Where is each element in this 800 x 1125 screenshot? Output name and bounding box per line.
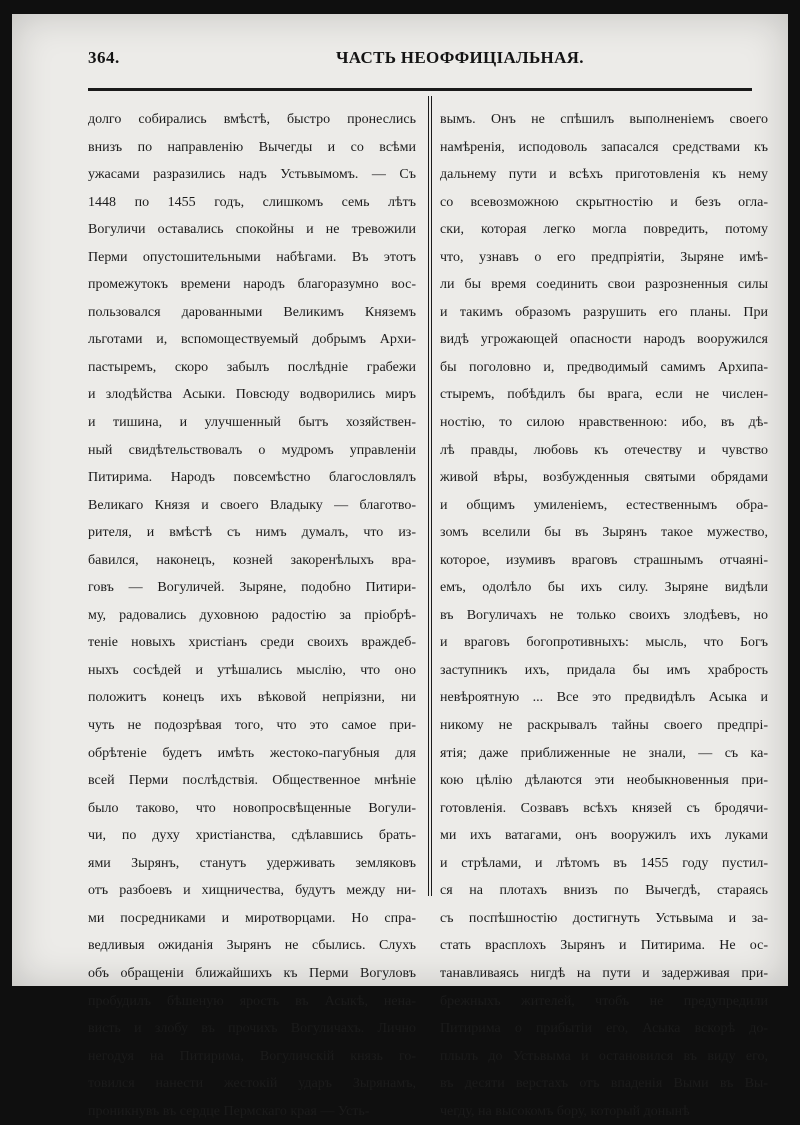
text-line: заступникъ ихъ, придала бы имъ храбрость [440,662,768,678]
text-line: долго собирались вмѣстѣ, быстро пронеслись [88,112,416,127]
text-line: Питирима. Народъ повсемѣстно благословлялъ [88,470,416,486]
text-line: и общимъ умиленіемъ, естественнымъ обра- [440,497,768,513]
text-line: проникнувъ въ сердце Пермскаго края — Усть- [88,1103,370,1119]
text-line: намѣренія, исподоволь запасался средствами къ [440,139,768,155]
text-line: Великаго Князя и своего Владыку — благотво- [88,497,416,513]
column-divider [428,96,429,896]
text-line: что, узнавъ о его предпріятіи, Зыряне имѣ- [440,249,768,265]
text-line: емъ, одолѣло бы ихъ силу. Зыряне видѣли [440,580,768,596]
text-line: обрѣтеніе будетъ имѣть жестоко-пагубныя для [88,745,416,761]
text-line: говъ — Вогуличей. Зыряне, подобно Питири- [88,580,416,596]
text-line: и стрѣлами, и лѣтомъ въ 1455 году пустил- [440,855,768,871]
text-line: ностію, то силою нравственною: ибо, въ дѣ- [440,415,768,431]
text-line: лѣ правды, любовь къ отечеству и чувство [440,442,768,458]
text-line: теніе новыхъ христіанъ среди своихъ враждеб- [88,635,416,651]
text-line: ли бы время соединить свои разрозненныя силы [440,277,768,293]
text-line: негодуя на Питирима, Вогуличскій князь го- [88,1048,416,1064]
text-line: кою цѣлію дѣлаются эти необыкновенныя при- [440,773,768,789]
text-line: льготами и, вспомоществуемый добрымъ Архи- [88,332,416,348]
text-line: брежныхъ жителей, чтобъ не предупредили [440,993,768,1009]
text-line: ями Зырянъ, станутъ удерживать земляковъ [88,855,416,871]
text-line: Питирима о прибытіи его, Асыка вскорѣ до- [440,1021,768,1037]
text-line: ведливыя ожиданія Зырянъ не сбылись. Слухъ [88,938,416,954]
text-line: Перми опустошительными набѣгами. Въ этотъ [88,249,416,265]
text-line: чуть не подозрѣвая того, что это самое при- [88,718,416,734]
text-line: бы поголовно и, предводимый самимъ Архипа- [440,359,768,375]
text-line: плылъ до Устьвыма и остановился въ виду его, [440,1048,768,1064]
text-line: живой вѣры, возбужденныя святыми обрядами [440,470,768,486]
text-line: ми ихъ ватагами, онъ вооружилъ ихъ луками [440,828,768,844]
text-line: пользовался дарованными Великимъ Княземъ [88,304,416,320]
text-line: промежутокъ времени народъ благоразумно вос- [88,277,416,293]
text-line: ужасами разразились надъ Устьвымомъ. — Съ [88,167,416,183]
text-line: рителя, и вмѣстѣ съ нимъ думалъ, что из- [88,525,416,541]
header-rule [88,88,752,91]
text-line: которое, изумивъ враговъ страшнымъ отчаяні- [440,552,768,568]
right-column [440,106,768,1125]
text-line: объ обращеніи ближайшихъ къ Перми Вогуловъ [88,965,416,981]
text-line: въ Вогуличахъ не только своихъ злодѣевъ, но [440,607,768,623]
text-line: въ десяти верстахъ отъ впаденія Выми въ Вы- [440,1076,768,1092]
text-line: 1448 по 1455 годъ, слишкомъ семь лѣтъ [88,194,416,210]
text-line: дальнему пути и всѣхъ приготовленія къ нему [440,167,768,183]
text-line: невѣроятную ... Все это предвидѣлъ Асыка и [440,690,768,706]
page-header [88,38,752,68]
text-line: было таково, что новопросвѣщенные Вогули- [88,800,416,816]
text-line: ятія; даже приближенные не знали, — съ ка- [440,745,768,761]
text-line: видѣ угрожающей опасности народъ вооружился [440,332,768,348]
text-line: съ поспѣшностію достигнуть Устьвыма и за- [440,910,768,926]
text-line: положитъ конецъ ихъ вѣковой непріязни, ни [88,690,416,706]
left-column [88,106,416,1125]
text-line: внизъ по направленію Вычегды и со всѣми [88,139,416,155]
text-line: танавливаясь нигдѣ на пути и задерживая при- [440,965,768,981]
text-line: чи, по духу христіанства, сдѣлавшись брать- [88,828,416,844]
text-line: зомъ вселили бы въ Зырянъ такое мужество, [440,525,768,541]
text-line: товился нанести жестокій ударъ Зырянамъ, [88,1076,416,1092]
text-line: чегду, на высокомъ бору, который донынѣ [440,1103,690,1119]
text-line: всей Перми послѣдствія. Общественное мнѣніе [88,773,416,789]
text-line: пробудилъ бѣшеную ярость въ Асыкѣ, нена- [88,993,416,1009]
text-line: стать врасплохъ Зырянъ и Питирима. Не ос- [440,938,768,954]
running-head: ЧАСТЬ НЕОФФИЦІАЛЬНАЯ. [336,48,584,67]
text-line: вымъ. Онъ не спѣшилъ выполненіемъ своего [440,112,768,127]
text-line: готовленія. Созвавъ всѣхъ князей съ бродячи- [440,800,768,816]
text-line: бавился, наконецъ, козней закоренѣлыхъ вра- [88,552,416,568]
text-line: ми посредниками и миротворцами. Но спра- [88,910,416,926]
text-line: и враговъ богопротивныхъ: мысль, что Богъ [440,635,768,651]
text-line: Вогуличи оставались спокойны и не тревожили [88,222,416,238]
text-line: отъ разбоевъ и хищничества, будутъ между ни- [88,883,416,899]
text-line: стыремъ, побѣдилъ бы врага, если не числен- [440,387,768,403]
text-line: и злодѣйства Асыки. Повсюду водворились миръ [88,387,416,403]
text-line: висть и злобу въ прочихъ Вогуличахъ. Лично [88,1021,416,1037]
text-line: пастыремъ, скоро забылъ послѣдніе грабежи [88,359,416,375]
text-line: и такимъ образомъ разрушить его планы. При [440,304,768,320]
text-line: никому не раскрывалъ тайны своего предпрі- [440,718,768,734]
text-line: му, радовались духовною радостію за пріобрѣ- [88,607,416,623]
text-line: ся на плотахъ внизъ по Вычегдѣ, стараясь [440,883,768,899]
text-line: ныхъ сосѣдей и утѣшались мыслію, что оно [88,662,416,678]
text-line: ски, которая легко могла повредить, потому [440,222,768,238]
text-line: ный свидѣтельствовалъ о мудромъ управленіи [88,442,416,458]
page-number: 364. [88,48,120,67]
text-line: и тишина, и улучшенный бытъ хозяйствен- [88,415,416,431]
text-line: со всевозможною скрытностію и безъ огла- [440,194,768,210]
